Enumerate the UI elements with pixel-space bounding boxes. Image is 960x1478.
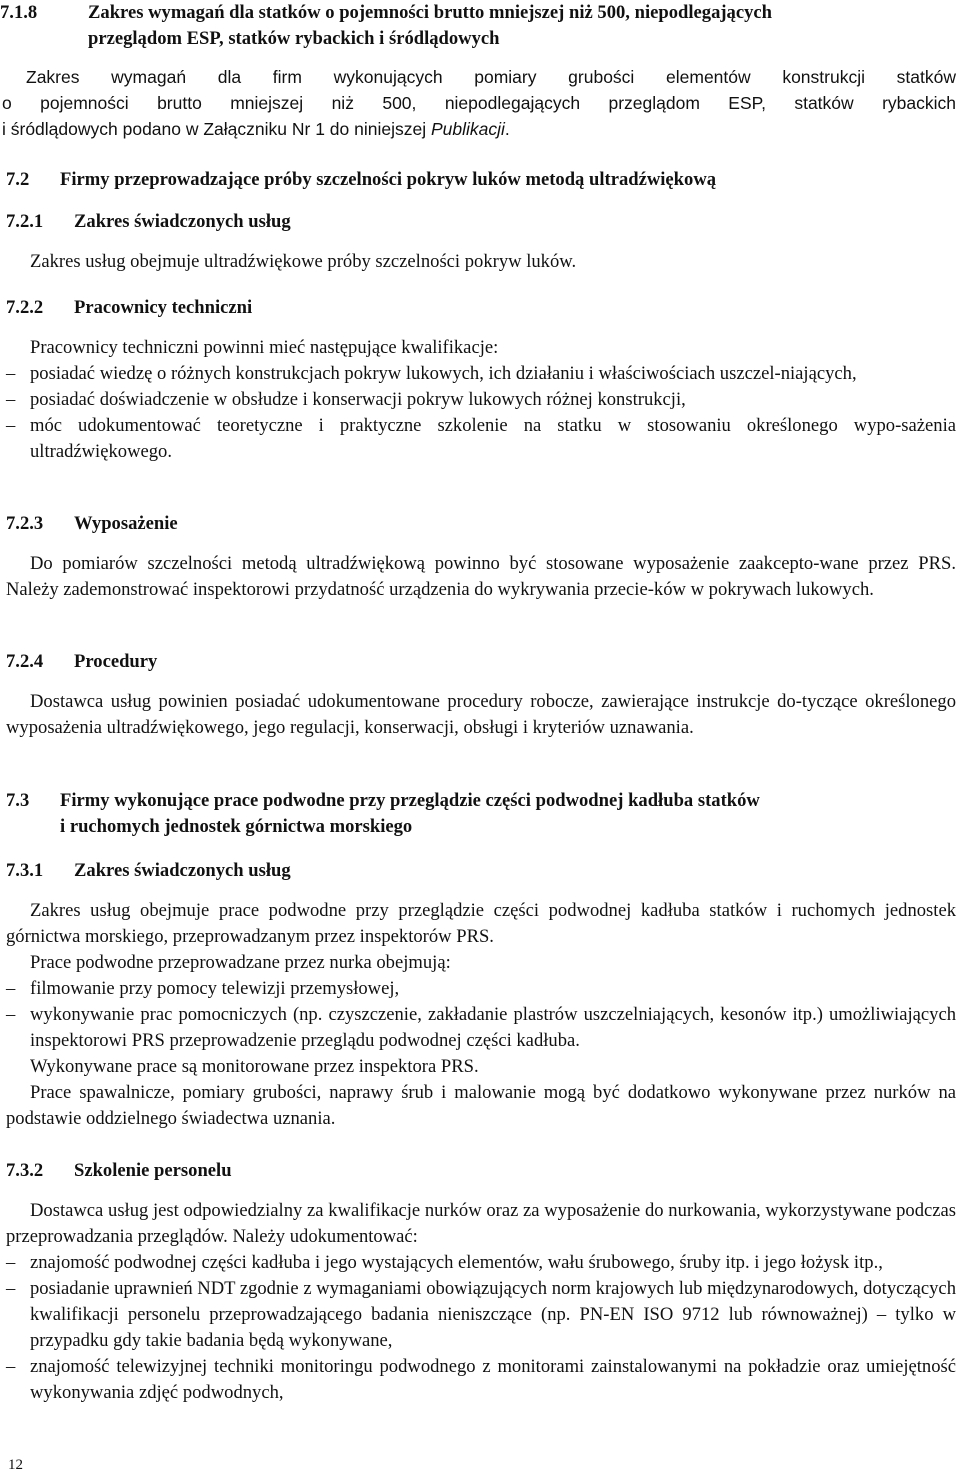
section-number: 7.2.1 [6,211,44,232]
list-item: – wykonywanie prac pomocniczych (np. czyszczenie, zakładanie plastrów uszczelniających, kesonów itp.) umożliwiających inspektorowi PRS przeprowadzenie przeglądu podwodnej części kadłuba. [6,1004,956,1051]
paragraph: Do pomiarów szczelności metodą ultradźwiękową powinno być stosowane wyposażenie zaakcepto-wane przez PRS. Należy zademonstrować inspektorowi przydatność urządzenia do wykrywania przecie-ków w pokrywach lukowych. [6,553,956,600]
section-heading [0,511,960,537]
section-heading [0,649,960,675]
paragraph: Dostawca usług jest odpowiedzialny za kwalifikacje nurków oraz za wyposażenie do nurkowania, wykorzystywane podczas przeprowadzania przeglądów. Należy udokumentować: [6,1200,956,1247]
list-item: – znajomość telewizyjnej techniki monitoringu podwodnego z monitorami zainstalowanymi na pokładzie oraz umiejętność wykonywania zdjęć podwodnych, [6,1356,956,1403]
section-number: 7.2.4 [6,651,44,672]
section-7-2-4 [0,649,960,741]
section-7-1-8-body [0,64,960,142]
section-7-2-3 [0,511,960,603]
section-heading [0,209,960,235]
list-item: – znajomość podwodnej części kadłuba i jego wystających elementów, wału śrubowego, śruby itp. i jego łożysk itp., [6,1252,883,1273]
section-number: 7.3 [6,790,30,811]
section-7-3 [0,788,960,840]
paragraph: Wykonywane prace są monitorowane przez inspektora PRS. [30,1056,479,1077]
section-title: Zakres świadczonych usług [74,211,291,232]
section-number: 7.3.1 [6,860,44,881]
section-7-2 [0,167,960,193]
section-title: Zakres świadczonych usług [74,860,291,881]
section-number: 7.3.2 [6,1160,44,1181]
paragraph: Prace spawalnicze, pomiary grubości, naprawy śrub i malowanie mogą być dodatkowo wykonywane przez nurków na podstawie oddzielnego świadectwa uznania. [6,1082,956,1129]
section-7-2-1 [0,209,960,275]
paragraph-line: i śródlądowych podano w Załączniku Nr 1 do niniejszej Publikacji. [2,119,510,139]
section-heading [0,1158,960,1184]
section-title: Wyposażenie [74,513,178,534]
section-title-line-1: Firmy wykonujące prace podwodne przy przeglądzie części podwodnej kadłuba statków [60,790,760,811]
section-number: 7.2.3 [6,513,44,534]
section-7-2-2 [0,295,960,465]
section-heading [0,167,960,193]
list-item: – filmowanie przy pomocy telewizji przemysłowej, [6,978,400,999]
section-title: Procedury [74,651,158,672]
section-number: 7.2.2 [6,297,44,318]
section-heading [0,788,960,840]
section-title-line-1: Zakres wymagań dla statków o pojemności brutto mniejszej niż 500, niepodlegających [88,2,772,23]
page-number: 12 [8,1457,23,1473]
paragraph: Zakres usług obejmuje prace podwodne przy przeglądzie części podwodnej kadłuba statków i ruchomych jednostek górnictwa morskiego, przeprowadzanym przez inspektorów PRS. [6,900,956,947]
list-item: – posiadać wiedzę o różnych konstrukcjach pokryw lukowych, ich działaniu i właściwościach uszczel-niających, [6,363,857,384]
section-heading [0,858,960,884]
section-title: Firmy przeprowadzające próby szczelności pokryw luków metodą ultradźwiękową [60,169,717,190]
section-heading [0,0,960,52]
section-heading [0,295,960,321]
section-title-line-2: przeglądom ESP, statków rybackich i śródlądowych [88,28,500,49]
list-item: – móc udokumentować teoretyczne i praktyczne szkolenie na statku w stosowaniu określonego wypo-sażenia ultradźwiękowego. [6,415,956,462]
paragraph-line: o pojemności brutto mniejszej niż 500, niepodlegających przeglądom ESP, statków rybackich [2,93,956,113]
section-7-1-8 [0,0,960,52]
paragraph-line: Zakres wymagań dla firm wykonujących pomiary grubości elementów konstrukcji statków [26,67,956,87]
publication-ref: Publikacji [430,119,505,139]
paragraph: Dostawca usług powinien posiadać udokumentowane procedury robocze, zawierające instrukcje do-tyczące określonego wyposażenia ultradźwiękowego, jego regulacji, konserwacji, obsługi i kryteriów uznawania. [6,691,956,738]
paragraph: Zakres usług obejmuje ultradźwiękowe próby szczelności pokryw luków. [30,251,577,272]
section-number: 7.1.8 [0,2,38,23]
list-item: – posiadać doświadczenie w obsłudze i konserwacji pokryw lukowych różnej konstrukcji, [6,389,686,410]
list-item: – posiadanie uprawnień NDT zgodnie z wymaganiami obowiązujących norm krajowych lub międzynarodowych, dotyczących kwalifikacji personelu przeprowadzającego badania nieniszczące (np. PN-EN ISO 9712 lub równoważnej) – tylko w przypadku gdy takie badania będą wykonywane, [6,1278,956,1351]
paragraph: Prace podwodne przeprowadzane przez nurka obejmują: [30,952,451,973]
section-title-line-2: i ruchomych jednostek górnictwa morskiego [60,816,413,837]
section-title: Pracownicy techniczni [74,297,253,318]
paragraph: Pracownicy techniczni powinni mieć następujące kwalifikacje: [30,337,499,358]
section-number: 7.2 [6,169,30,190]
section-7-3-2 [0,1158,960,1406]
section-7-3-1 [0,858,960,1132]
section-title: Szkolenie personelu [74,1160,232,1181]
